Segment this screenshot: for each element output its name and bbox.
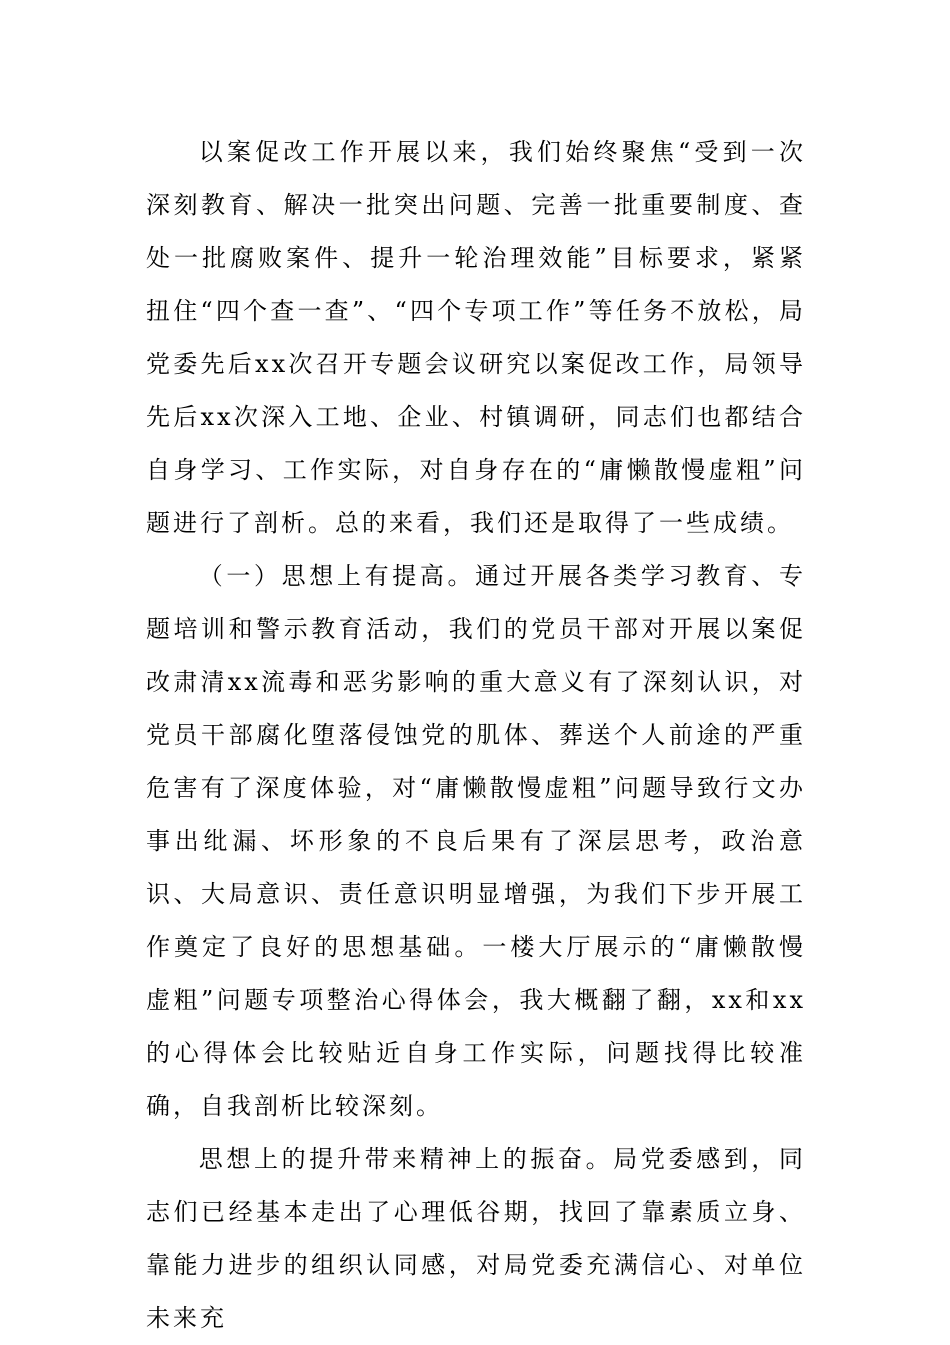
paragraph-thought-improvement: （一）思想上有提高。通过开展各类学习教育、专题培训和警示教育活动，我们的党员干部对开展以案促改肃清xx流毒和恶劣影响的重大意义有了深刻认识，对党员干部腐化堕落侵蚀党的肌体、葬送个人前途的严重危害有了深度体验，对“庸懒散慢虚粗”问题导致行文办事出纰漏、坏形象的不良后果有了深层思考，政治意识、大局意识、责任意识明显增强，为我们下步开展工作奠定了良好的思想基础。一楼大厅展示的“庸懒散慢虚粗”问题专项整治心得体会，我大概翻了翻，xx和xx的心得体会比较贴近自身工作实际，问题找得比较准确，自我剖析比较深刻。 [146, 562, 806, 1120]
paragraph-spirit-uplift: 思想上的提升带来精神上的振奋。局党委感到，同志们已经基本走出了心理低谷期，找回了靠素质立身、靠能力进步的组织认同感，对局党委充满信心、对单位未来充 [146, 1145, 806, 1332]
document-body [146, 126, 806, 1345]
paragraph-intro: 以案促改工作开展以来，我们始终聚焦“受到一次深刻教育、解决一批突出问题、完善一批重要制度、查处一批腐败案件、提升一轮治理效能”目标要求，紧紧扭住“四个查一查”、“四个专项工作”等任务不放松，局党委先后xx次召开专题会议研究以案促改工作，局领导先后xx次深入工地、企业、村镇调研，同志们也都结合自身学习、工作实际，对自身存在的“庸懒散慢虚粗”问题进行了剖析。总的来看，我们还是取得了一些成绩。 [146, 138, 806, 537]
